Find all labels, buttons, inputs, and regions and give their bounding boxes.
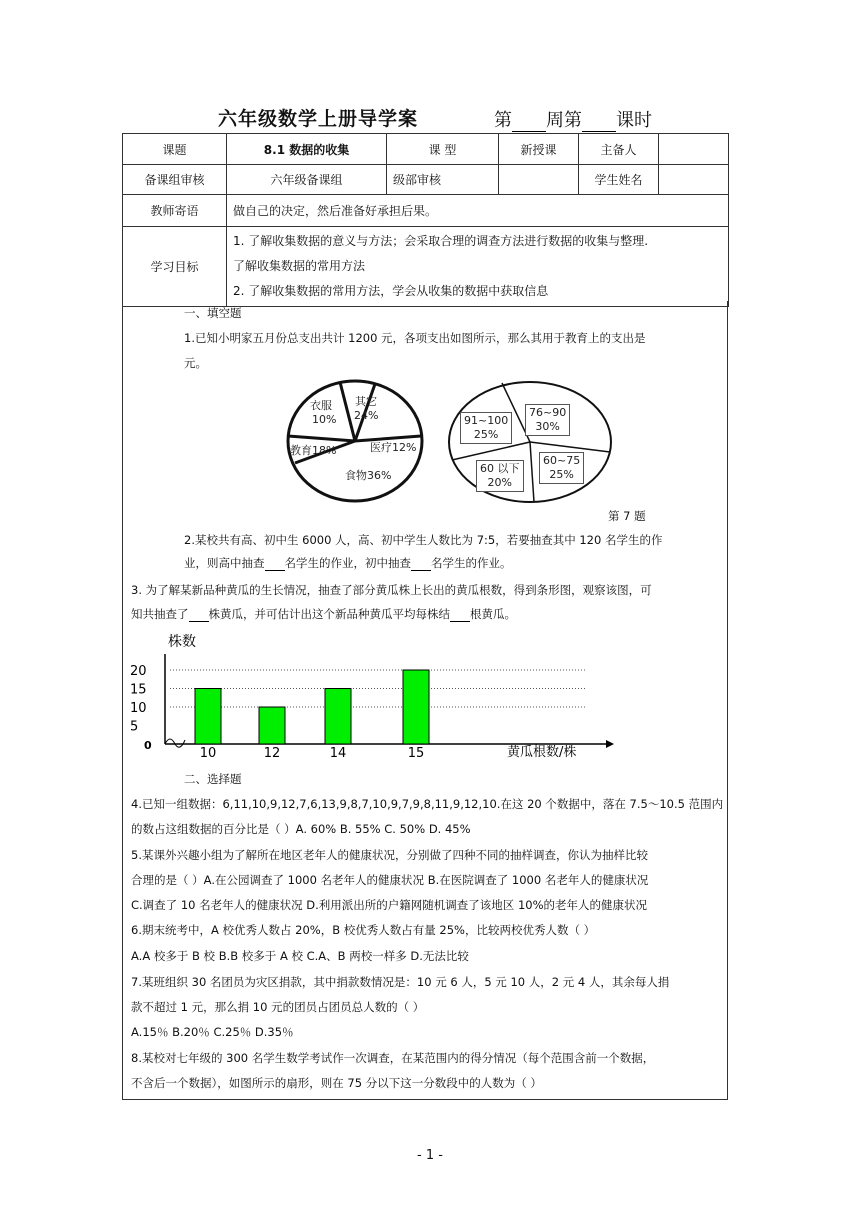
- figure-caption: 第 7 题: [608, 509, 646, 523]
- x-tick-label-10: 10: [199, 746, 217, 761]
- x-tick-label-14: 14: [329, 746, 347, 761]
- q3-text-a: 知共抽查了: [131, 607, 189, 621]
- pie2-label-below-60: [476, 460, 524, 492]
- period-line: [494, 106, 652, 132]
- chart-ylabel: 株数: [168, 634, 196, 650]
- pie1-label-other: 其它: [355, 395, 377, 408]
- goals-cell: [227, 227, 729, 307]
- pie1-label-food: 食物36%: [345, 469, 392, 482]
- pie2-label-91-100: [460, 412, 512, 444]
- pie2-pct-60-75: 25%: [549, 468, 574, 481]
- pie1-label-clothes-pct: 10%: [312, 413, 337, 426]
- week-blank: [512, 115, 546, 132]
- y-tick-label: 15: [130, 682, 147, 698]
- q2-blank-1: [265, 557, 285, 571]
- x-tick-label-15: 15: [407, 746, 425, 761]
- q4-line2: 的数占这组数据的百分比是（ ）A. 60% B. 55% C. 50% D. 45%: [131, 822, 471, 836]
- pie2-pct-91-100: 25%: [473, 428, 499, 441]
- section1-heading: 一、填空题: [184, 306, 242, 320]
- q3-blank-1: [189, 608, 209, 622]
- type-value: 新授课: [499, 134, 579, 165]
- q3-line2: [131, 606, 516, 622]
- axis-break-mark: [165, 739, 185, 747]
- period-mid: 周第: [546, 110, 582, 131]
- review-label: 备课组审核: [123, 165, 227, 195]
- pie2-range-91-100: 91~100: [464, 414, 509, 427]
- q2-text-c: 名学生的作业。: [431, 556, 512, 570]
- dept-value: [499, 165, 579, 195]
- pie1-label-clothes: 衣服: [310, 399, 332, 412]
- q2-text-a: 业，则高中抽查: [184, 556, 265, 570]
- goal-1: 1. 了解收集数据的意义与方法；会采取合理的调查方法进行数据的收集与整理.: [233, 234, 649, 248]
- chart-grid: [170, 670, 586, 707]
- message-label: 教师寄语: [123, 195, 227, 227]
- pie1-label-other-pct: 24%: [354, 409, 379, 422]
- x-axis-arrow: [606, 740, 614, 748]
- q7-line1: 7.某班组织 30 名团员为灾区捐款，其中捐款数情况是：10 元 6 人，5 元 10 人，2 元 4 人，其余每人捐: [131, 975, 670, 989]
- pie2-range-60-75: 60~75: [543, 454, 581, 467]
- pie1-divider-1: [340, 382, 355, 441]
- student-value: [659, 165, 729, 195]
- pie2-divider-4: [452, 442, 530, 460]
- goal-2: 2. 了解收集数据的常用方法，学会从收集的数据中获取信息: [233, 284, 549, 298]
- q3-line1: 3. 为了解某新品种黄瓜的生长情况，抽查了部分黄瓜株上长出的黄瓜根数，得到条形图，观察该图，可: [131, 583, 652, 597]
- chart-x-ticks: [200, 746, 425, 761]
- section2-heading: 二、选择题: [184, 772, 242, 786]
- q2-line1: 2.某校共有高、初中生 6000 人，高、初中学生人数比为 7:5，若要抽查其中 120 名学生的作: [184, 533, 663, 547]
- q6-line1: 6.期末统考中，A 校优秀人数占 20%，B 校优秀人数占有量 25%，比较两校优秀人数（ ）: [131, 923, 596, 937]
- pie2-range-below-60: 60 以下: [480, 462, 520, 475]
- q3-text-b: 株黄瓜，并可估计出这个新品种黄瓜平均每株结: [208, 607, 450, 621]
- bar-12: [259, 707, 285, 744]
- q7-line2: 款不超过 1 元，那么捐 10 元的团员占团员总人数的（ ）: [131, 1000, 425, 1014]
- q8-line1: 8.某校对七年级的 300 名学生数学考试作一次调查，在某范围内的得分情况（每个范围含前一个数据，: [131, 1051, 655, 1065]
- q3-text-c: 根黄瓜。: [470, 607, 516, 621]
- pie1-label-medical: 医疗12%: [370, 441, 417, 454]
- pie2-label-76-90: [525, 404, 570, 436]
- score-pie-chart: [440, 378, 620, 510]
- x-tick-label-12: 12: [263, 746, 281, 761]
- pie2-pct-76-90: 30%: [535, 420, 560, 433]
- y-tick-label: 5: [130, 719, 139, 735]
- q5-line2: 合理的是（ ）A.在公园调查了 1000 名老年人的健康状况 B.在医院调查了 1000 名老年人的健康状况: [131, 873, 649, 887]
- q1-line2: 元。: [184, 356, 207, 370]
- dept-label: 级部审核: [387, 165, 499, 195]
- goal-1-cont: 了解收集数据的常用方法: [233, 259, 366, 273]
- pie2-divider-2: [530, 442, 610, 452]
- q8-line2: 不含后一个数据），如图所示的扇形，则在 75 分以下这一分数段中的人数为（ ）: [131, 1076, 542, 1090]
- goals-label: 学习目标: [123, 227, 227, 307]
- y-tick-label: 0: [144, 739, 152, 752]
- message-value: 做自己的决定，然后准备好承担后果。: [227, 195, 729, 227]
- q5-line3: C.调查了 10 名老年人的健康状况 D.利用派出所的户籍网随机调查了该地区 10%的老年人的健康状况: [131, 898, 648, 912]
- y-tick-label: 10: [130, 701, 147, 716]
- preparer-label: 主备人: [579, 134, 659, 165]
- q2-blank-2: [411, 557, 431, 571]
- bar-15: [403, 670, 429, 744]
- period-suffix: 课时: [616, 110, 652, 131]
- pie2-label-60-75: [539, 452, 584, 484]
- page-title: 六年级数学上册导学案: [218, 108, 419, 130]
- cucumber-bar-chart: [130, 626, 620, 762]
- chart-xlabel: 黄瓜根数/株: [507, 745, 577, 760]
- q6-line2: A.A 校多于 B 校 B.B 校多于 A 校 C.A、B 两校一样多 D.无法比较: [131, 949, 469, 963]
- pie2-divider-3: [530, 442, 534, 502]
- period-prefix: 第: [494, 110, 512, 131]
- type-label: 课 型: [387, 134, 499, 165]
- chart-y-ticks: [130, 664, 152, 752]
- pie2-pct-below-60: 20%: [487, 476, 512, 489]
- info-table: [122, 133, 729, 307]
- pie2-range-76-90: 76~90: [529, 406, 567, 419]
- q3-blank-2: [450, 608, 470, 622]
- q2-text-b: 名学生的作业，初中抽查: [284, 556, 411, 570]
- pie1-label-education: 教育18%: [290, 444, 337, 457]
- lesson-blank: [582, 115, 616, 132]
- topic-label: 课题: [123, 134, 227, 165]
- q4-line1: 4.已知一组数据：6,11,10,9,12,7,6,13,9,8,7,10,9,7,9,8,11,9,12,10.在这 20 个数据中，落在 7.5～10.5 范围内: [131, 797, 724, 811]
- q1-line1: 1.已知小明家五月份总支出共计 1200 元，各项支出如图所示，那么其用于教育上的支出是: [184, 331, 646, 345]
- bar-10: [195, 689, 221, 745]
- page-number: - 1 -: [417, 1148, 443, 1163]
- y-tick-label: 20: [130, 664, 147, 679]
- topic-value: 8.1 数据的收集: [227, 134, 387, 165]
- pie1-divider-5: [288, 436, 355, 441]
- q2-line2: [184, 555, 512, 571]
- q7-line3: A.15％ B.20％ C.25％ D.35％: [131, 1025, 294, 1039]
- student-label: 学生姓名: [579, 165, 659, 195]
- bar-14: [325, 689, 351, 745]
- preparer-value: [659, 134, 729, 165]
- review-value: 六年级备课组: [227, 165, 387, 195]
- q5-line1: 5.某课外兴趣小组为了解所在地区老年人的健康状况，分别做了四种不同的抽样调查，你认为抽样比较: [131, 848, 648, 862]
